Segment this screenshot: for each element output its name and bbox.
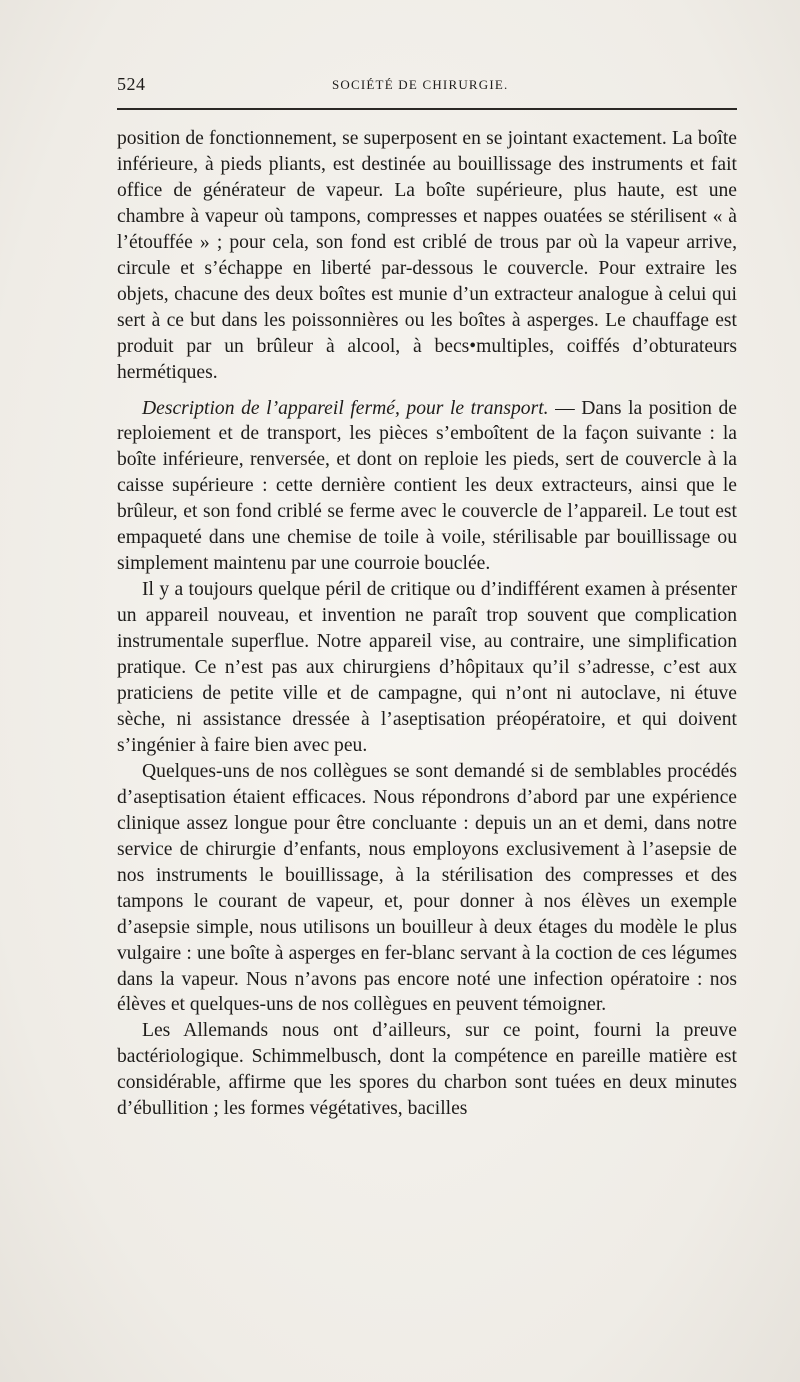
page-header: [117, 74, 737, 98]
section-heading: Description de l’appareil fermé, pour le transport.: [142, 397, 549, 419]
paragraph-3: Il y a toujours quelque péril de critique ou d’indifférent examen à présenter un appareil nouveau, et invention ne paraît trop souvent que complication instrumentale superflue. Notre appareil vise, au contraire, une simplification pratique. Ce n’est pas aux chirurgiens d’hôpitaux qu’il s’adresse, c’est aux praticiens de petite ville et de campagne, qui n’ont ni autoclave, ni étuve sèche, ni assistance dressée à l’aseptisation préopératoire, et qui doivent s’ingénier à faire bien avec peu.: [117, 579, 737, 756]
paragraph-5: Les Allemands nous ont d’ailleurs, sur ce point, fourni la preuve bactériologique. Schimmelbusch, dont la compétence en pareille matière est considérable, affirme que les spores du charbon sont tuées en deux minutes d’ébullition ; les formes végétatives, bacilles: [117, 1020, 737, 1120]
body-text: [117, 126, 737, 1122]
paragraph-2-text: — Dans la position de reploiement et de transport, les pièces s’emboîtent de la façon suivante : la boîte inférieure, renversée, et dont on reploie les pieds, sert de couvercle à la caisse supérieure : cette dernière contient les deux extracteurs, ainsi que le brûleur, et son fond criblé se ferme avec le couvercle de l’appareil. Le tout est empaqueté dans une chemise de toile à voile, stérilisable par bouillissage ou simplement maintenu par une courroie bouclée.: [117, 397, 737, 575]
page-number: 524: [117, 74, 146, 94]
paragraph-4: Quelques-uns de nos collègues se sont demandé si de semblables procédés d’aseptisation étaient efficaces. Nous répondrons d’abord par une expérience clinique assez longue pour être concluante : depuis un an et demi, dans notre service de chirurgie d’enfants, nous employons exclusivement à l’asepsie de nos instruments le bouillissage, à la stérilisation des compresses et des tampons le courant de vapeur, et, pour donner à nos élèves un exemple d’asepsie simple, nous utilisons un bouilleur à deux étages du modèle le plus vulgaire : une boîte à asperges en fer-blanc servant à la coction de ces légumes dans la vapeur. Nous n’avons pas encore noté une infection opératoire : nos élèves et quelques-uns de nos collègues en peuvent témoigner.: [117, 760, 737, 1016]
header-rule: [117, 108, 737, 110]
paragraph-2: [117, 396, 737, 578]
running-head: SOCIÉTÉ DE CHIRURGIE.: [332, 77, 509, 92]
paragraph-1: position de fonctionnement, se superposent en se jointant exactement. La boîte inférieure, à pieds pliants, est destinée au bouillissage des instruments et fait office de générateur de vapeur. La boîte supérieure, plus haute, est une chambre à vapeur où tampons, compresses et nappes ouatées se stérilisent « à l’étouffée » ; pour cela, son fond est criblé de trous par où la vapeur arrive, circule et s’échappe en liberté par-dessous le couvercle. Pour extraire les objets, chacune des deux boîtes est munie d’un extracteur analogue à celui qui sert à ce but dans les poissonnières ou les boîtes à asperges. Le chauffage est produit par un brûleur à alcool, à becs•multiples, coiffés d’obturateurs hermétiques.: [117, 128, 737, 383]
